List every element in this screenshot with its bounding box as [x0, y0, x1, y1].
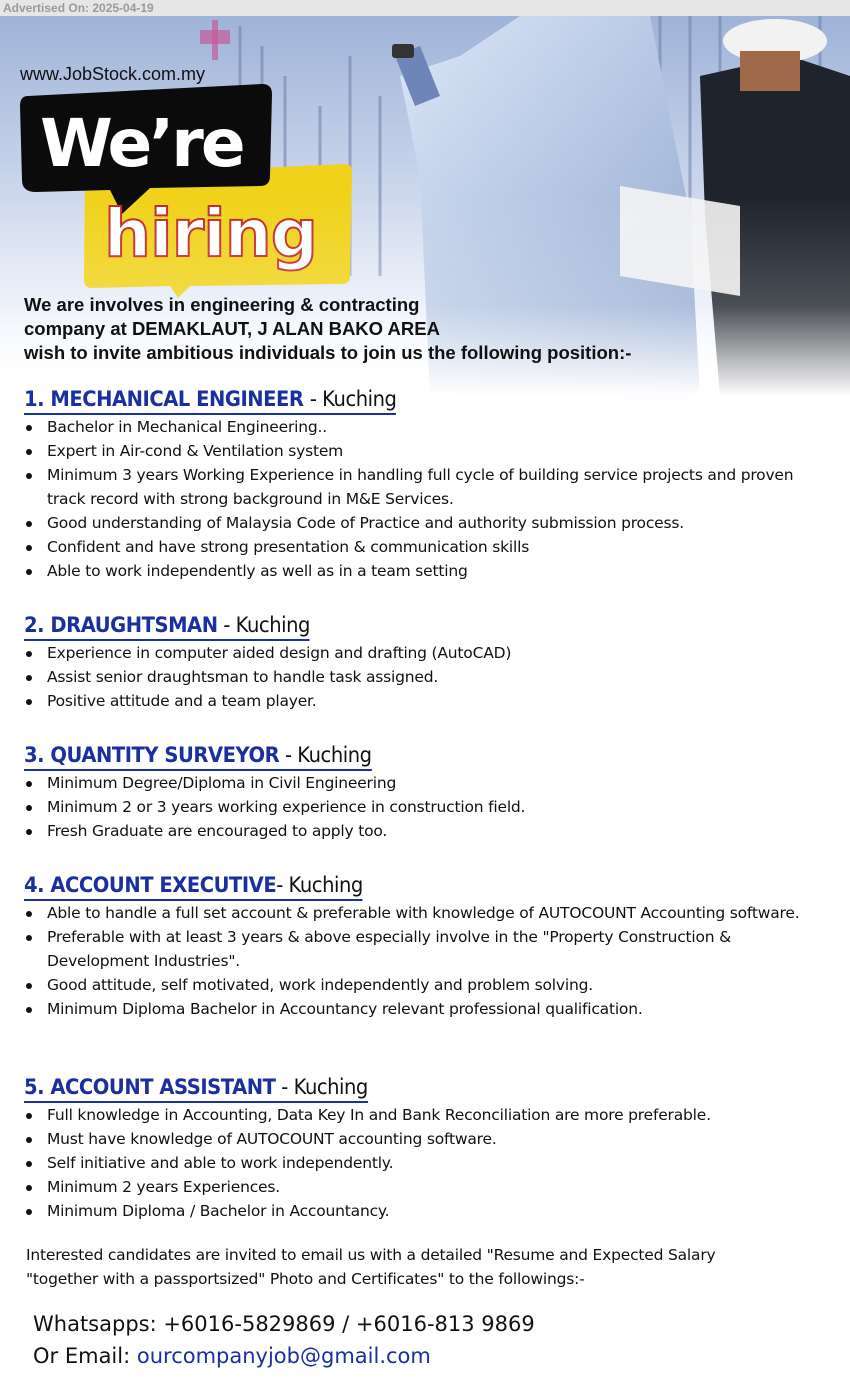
list-item: Confident and have strong presentation & communication skills — [24, 535, 814, 559]
list-item: Minimum 3 years Working Experience in handling full cycle of building service projects and proven track record with strong background in M&E Services. — [24, 463, 814, 511]
position-heading — [24, 386, 396, 415]
position-title: 2. DRAUGHTSMAN — [24, 613, 218, 637]
badge-were-text: We’re — [40, 105, 243, 182]
position-mechanical-engineer — [24, 386, 814, 583]
list-item: Preferable with at least 3 years & above especially involve in the "Property Construction & Development Industries". — [24, 925, 814, 973]
position-heading — [24, 1074, 368, 1103]
list-item: Good understanding of Malaysia Code of Practice and authority submission process. — [24, 511, 814, 535]
email-line — [33, 1340, 535, 1372]
list-item: Minimum Diploma Bachelor in Accountancy relevant professional qualification. — [24, 997, 814, 1021]
site-url: www.JobStock.com.my — [20, 64, 206, 84]
position-heading — [24, 872, 363, 901]
position-location: - Kuching — [309, 387, 397, 411]
requirement-list — [24, 1103, 814, 1223]
list-item: Minimum Diploma / Bachelor in Accountancy. — [24, 1199, 814, 1223]
list-item: Minimum 2 or 3 years working experience in construction field. — [24, 795, 814, 819]
position-title: 4. ACCOUNT EXECUTIVE — [24, 873, 277, 897]
requirement-list — [24, 641, 814, 713]
whatsapp-contact: Whatsapps: +6016-5829869 / +6016-813 9869 — [33, 1312, 535, 1336]
position-location: - Kuching — [275, 1075, 368, 1099]
list-item: Positive attitude and a team player. — [24, 689, 814, 713]
requirement-list — [24, 901, 814, 1021]
application-instructions: Interested candidates are invited to email us with a detailed "Resume and Expected Salary "together with a passportsized" Photo and Certificates" to the followings:- — [26, 1246, 716, 1288]
position-title: 3. QUANTITY SURVEYOR — [24, 743, 280, 767]
requirement-list — [24, 415, 814, 583]
advertised-date: Advertised On: 2025-04-19 — [0, 0, 850, 16]
list-item: Experience in computer aided design and drafting (AutoCAD) — [24, 641, 814, 665]
position-draughtsman — [24, 612, 814, 713]
list-item: Minimum 2 years Experiences. — [24, 1175, 814, 1199]
position-account-executive — [24, 872, 814, 1021]
position-location: - Kuching — [217, 613, 310, 637]
position-account-assistant — [24, 1074, 814, 1223]
email-label: Or Email: — [33, 1344, 137, 1368]
list-item: Fresh Graduate are encouraged to apply too. — [24, 819, 814, 843]
list-item: Good attitude, self motivated, work independently and problem solving. — [24, 973, 814, 997]
list-item: Self initiative and able to work independently. — [24, 1151, 814, 1175]
company-intro — [24, 293, 631, 365]
position-heading — [24, 612, 310, 641]
list-item: Able to work independently as well as in a team setting — [24, 559, 814, 583]
position-heading — [24, 742, 372, 771]
intro-line-3: wish to invite ambitious individuals to join us the following position:- — [24, 342, 632, 363]
list-item: Expert in Air-cond & Ventilation system — [24, 439, 814, 463]
list-item: Full knowledge in Accounting, Data Key In and Bank Reconciliation are more preferable. — [24, 1103, 814, 1127]
position-title: 5. ACCOUNT ASSISTANT — [24, 1075, 276, 1099]
email-link[interactable]: ourcompanyjob@gmail.com — [136, 1344, 431, 1368]
list-item: Must have knowledge of AUTOCOUNT accounting software. — [24, 1127, 814, 1151]
position-location: - Kuching — [279, 743, 372, 767]
list-item: Minimum Degree/Diploma in Civil Engineering — [24, 771, 814, 795]
list-item: Bachelor in Mechanical Engineering.. — [24, 415, 814, 439]
list-item: Able to handle a full set account & preferable with knowledge of AUTOCOUNT Accounting software. — [24, 901, 814, 925]
position-quantity-surveyor — [24, 742, 814, 843]
intro-line-2: company at DEMAKLAUT, J ALAN BAKO AREA — [24, 318, 440, 339]
list-item: Assist senior draughtsman to handle task assigned. — [24, 665, 814, 689]
contact-block — [33, 1308, 535, 1372]
position-title: 1. MECHANICAL ENGINEER — [24, 387, 310, 411]
intro-line-1: We are involves in engineering & contracting — [24, 294, 420, 315]
requirement-list — [24, 771, 814, 843]
position-location: - Kuching — [276, 873, 363, 897]
